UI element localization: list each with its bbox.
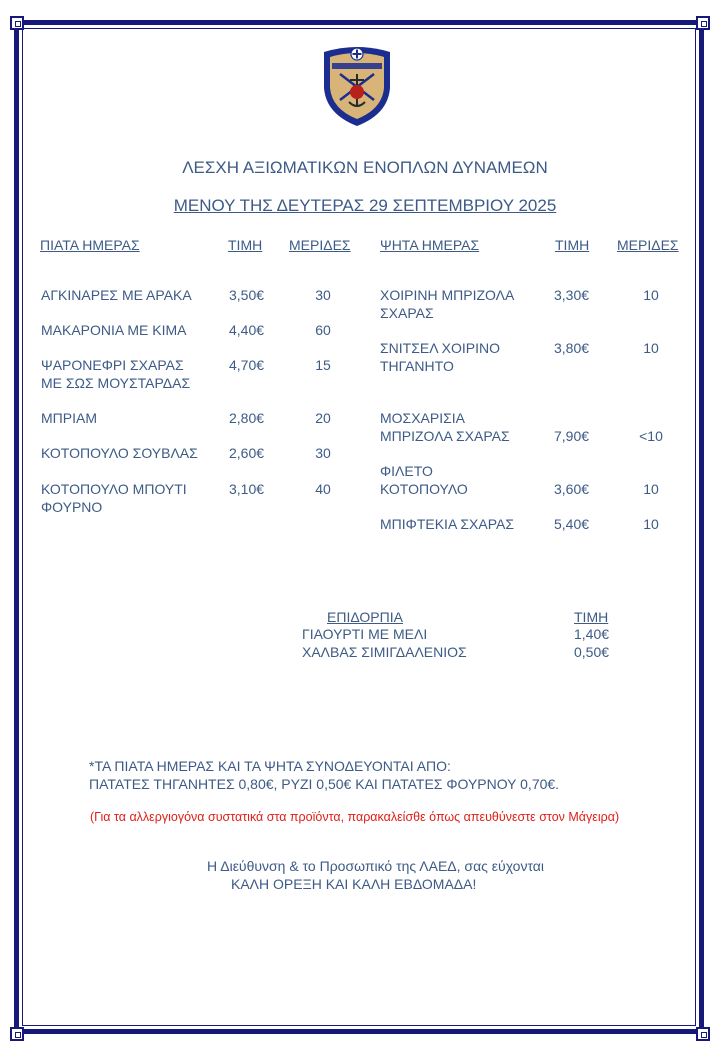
grilled-dish-price: 3,60€ (554, 481, 590, 497)
daily-dish-portions: 20 (315, 410, 331, 426)
dessert-price: 0,50€ (574, 644, 610, 660)
grilled-dish-price: 3,30€ (554, 287, 590, 303)
grilled-dish-name: ΦΙΛΕΤΟ (380, 463, 433, 479)
grilled-dish-portions: 10 (643, 481, 659, 497)
daily-dish-price: 2,80€ (229, 410, 265, 426)
daily-dish-portions: 30 (315, 287, 331, 303)
daily-dish-name: ΜΑΚΑΡΟΝΙΑ ΜΕ ΚΙΜΑ (41, 322, 187, 338)
dessert-name: ΓΙΑΟΥΡΤΙ ΜΕ ΜΕΛΙ (302, 626, 428, 642)
military-shield-icon (320, 44, 394, 128)
daily-dish-portions: 40 (315, 481, 331, 497)
daily-price-header: ΤΙΜΗ (228, 237, 263, 253)
daily-dishes-header: ΠΙΑΤΑ ΗΜΕΡΑΣ (40, 237, 140, 253)
sides-note-prices: ΠΑΤΑΤΕΣ ΤΗΓΑΝΗΤΕΣ 0,80€, ΡΥΖΙ 0,50€ ΚΑΙ ΠΑΤΑΤΕΣ ΦΟΥΡΝΟΥ 0,70€. (89, 776, 560, 792)
corner-ornament (696, 16, 710, 30)
grilled-dish-portions: <10 (639, 428, 663, 444)
daily-dish-portions: 15 (315, 357, 331, 373)
grilled-dish-price: 5,40€ (554, 516, 590, 532)
grilled-dish-name: ΧΟΙΡΙΝΗ ΜΠΡΙΖΟΛΑ (380, 287, 515, 303)
grilled-dish-name-cont: ΤΗΓΑΝΗΤΟ (380, 358, 454, 374)
desserts-header: ΕΠΙΔΟΡΠΙΑ (327, 609, 403, 625)
grilled-dish-name-cont: ΜΠΡΙΖΟΛΑ ΣΧΑΡΑΣ (380, 428, 510, 444)
grilled-dish-portions: 10 (643, 516, 659, 532)
daily-dish-name: ΨΑΡΟΝΕΦΡΙ ΣΧΑΡΑΣ (41, 357, 184, 373)
daily-dish-price: 4,70€ (229, 357, 265, 373)
menu-date-heading: ΜΕΝΟΥ ΤΗΣ ΔΕΥΤΕΡΑΣ 29 ΣΕΠΤΕΜΒΡΙΟΥ 2025 (173, 196, 557, 215)
daily-dish-name: ΚΟΤΟΠΟΥΛΟ ΣΟΥΒΛΑΣ (41, 445, 198, 461)
daily-dish-name-cont: ΜΕ ΣΩΣ ΜΟΥΣΤΑΡΔΑΣ (41, 375, 191, 391)
dessert-name: ΧΑΛΒΑΣ ΣΙΜΙΓΔΑΛΕΝΙΟΣ (302, 644, 467, 660)
daily-dish-name: ΜΠΡΙΑΜ (41, 410, 97, 426)
dessert-price: 1,40€ (574, 626, 610, 642)
grilled-dish-portions: 10 (643, 340, 659, 356)
grilled-price-header: ΤΙΜΗ (555, 237, 590, 253)
daily-dish-name: ΑΓΚΙΝΑΡΕΣ ΜΕ ΑΡΑΚΑ (41, 287, 192, 303)
corner-ornament (696, 1027, 710, 1041)
allergen-notice: (Για τα αλλεργιογόνα συστατικά στα προϊόντα, παρακαλείσθε όπως απευθύνεστε στον Μάγειρα) (90, 810, 620, 824)
corner-ornament (10, 1027, 24, 1041)
grilled-dish-price: 7,90€ (554, 428, 590, 444)
grilled-dish-name-cont: ΣΧΑΡΑΣ (380, 305, 434, 321)
daily-dish-portions: 60 (315, 322, 331, 338)
closing-message: Η Διεύθυνση & το Προσωπικό της ΛΑΕΔ, σας εύχονται (207, 858, 544, 874)
grilled-dish-price: 3,80€ (554, 340, 590, 356)
daily-dish-name: ΚΟΤΟΠΟΥΛΟ ΜΠΟΥΤΙ (41, 481, 187, 497)
grilled-header: ΨΗΤΑ ΗΜΕΡΑΣ (380, 237, 480, 253)
daily-dish-price: 4,40€ (229, 322, 265, 338)
grilled-dish-name: ΜΟΣΧΑΡΙΣΙΑ (380, 410, 465, 426)
grilled-portions-header: ΜΕΡΙΔΕΣ (617, 237, 679, 253)
daily-dish-name-cont: ΦΟΥΡΝΟ (41, 499, 103, 515)
corner-ornament (10, 16, 24, 30)
daily-portions-header: ΜΕΡΙΔΕΣ (289, 237, 351, 253)
desserts-price-header: ΤΙΜΗ (574, 609, 609, 625)
daily-dish-portions: 30 (315, 445, 331, 461)
daily-dish-price: 3,10€ (229, 481, 265, 497)
daily-dish-price: 2,60€ (229, 445, 265, 461)
page-title: ΛΕΣΧΗ ΑΞΙΩΜΑΤΙΚΩΝ ΕΝΟΠΛΩΝ ΔΥΝΑΜΕΩΝ (182, 158, 548, 177)
closing-wish: ΚΑΛΗ ΟΡΕΞΗ ΚΑΙ ΚΑΛΗ ΕΒΔΟΜΑΔΑ! (231, 876, 477, 892)
grilled-dish-portions: 10 (643, 287, 659, 303)
grilled-dish-name: ΣΝΙΤΣΕΛ ΧΟΙΡΙΝΟ (380, 340, 501, 356)
sides-note: *ΤΑ ΠΙΑΤΑ ΗΜΕΡΑΣ ΚΑΙ ΤΑ ΨΗΤΑ ΣΥΝΟΔΕΥΟΝΤΑΙ ΑΠΟ: (89, 758, 451, 774)
daily-dish-price: 3,50€ (229, 287, 265, 303)
grilled-dish-name-cont: ΚΟΤΟΠΟΥΛΟ (380, 481, 468, 497)
grilled-dish-name: ΜΠΙΦΤΕΚΙΑ ΣΧΑΡΑΣ (380, 516, 515, 532)
